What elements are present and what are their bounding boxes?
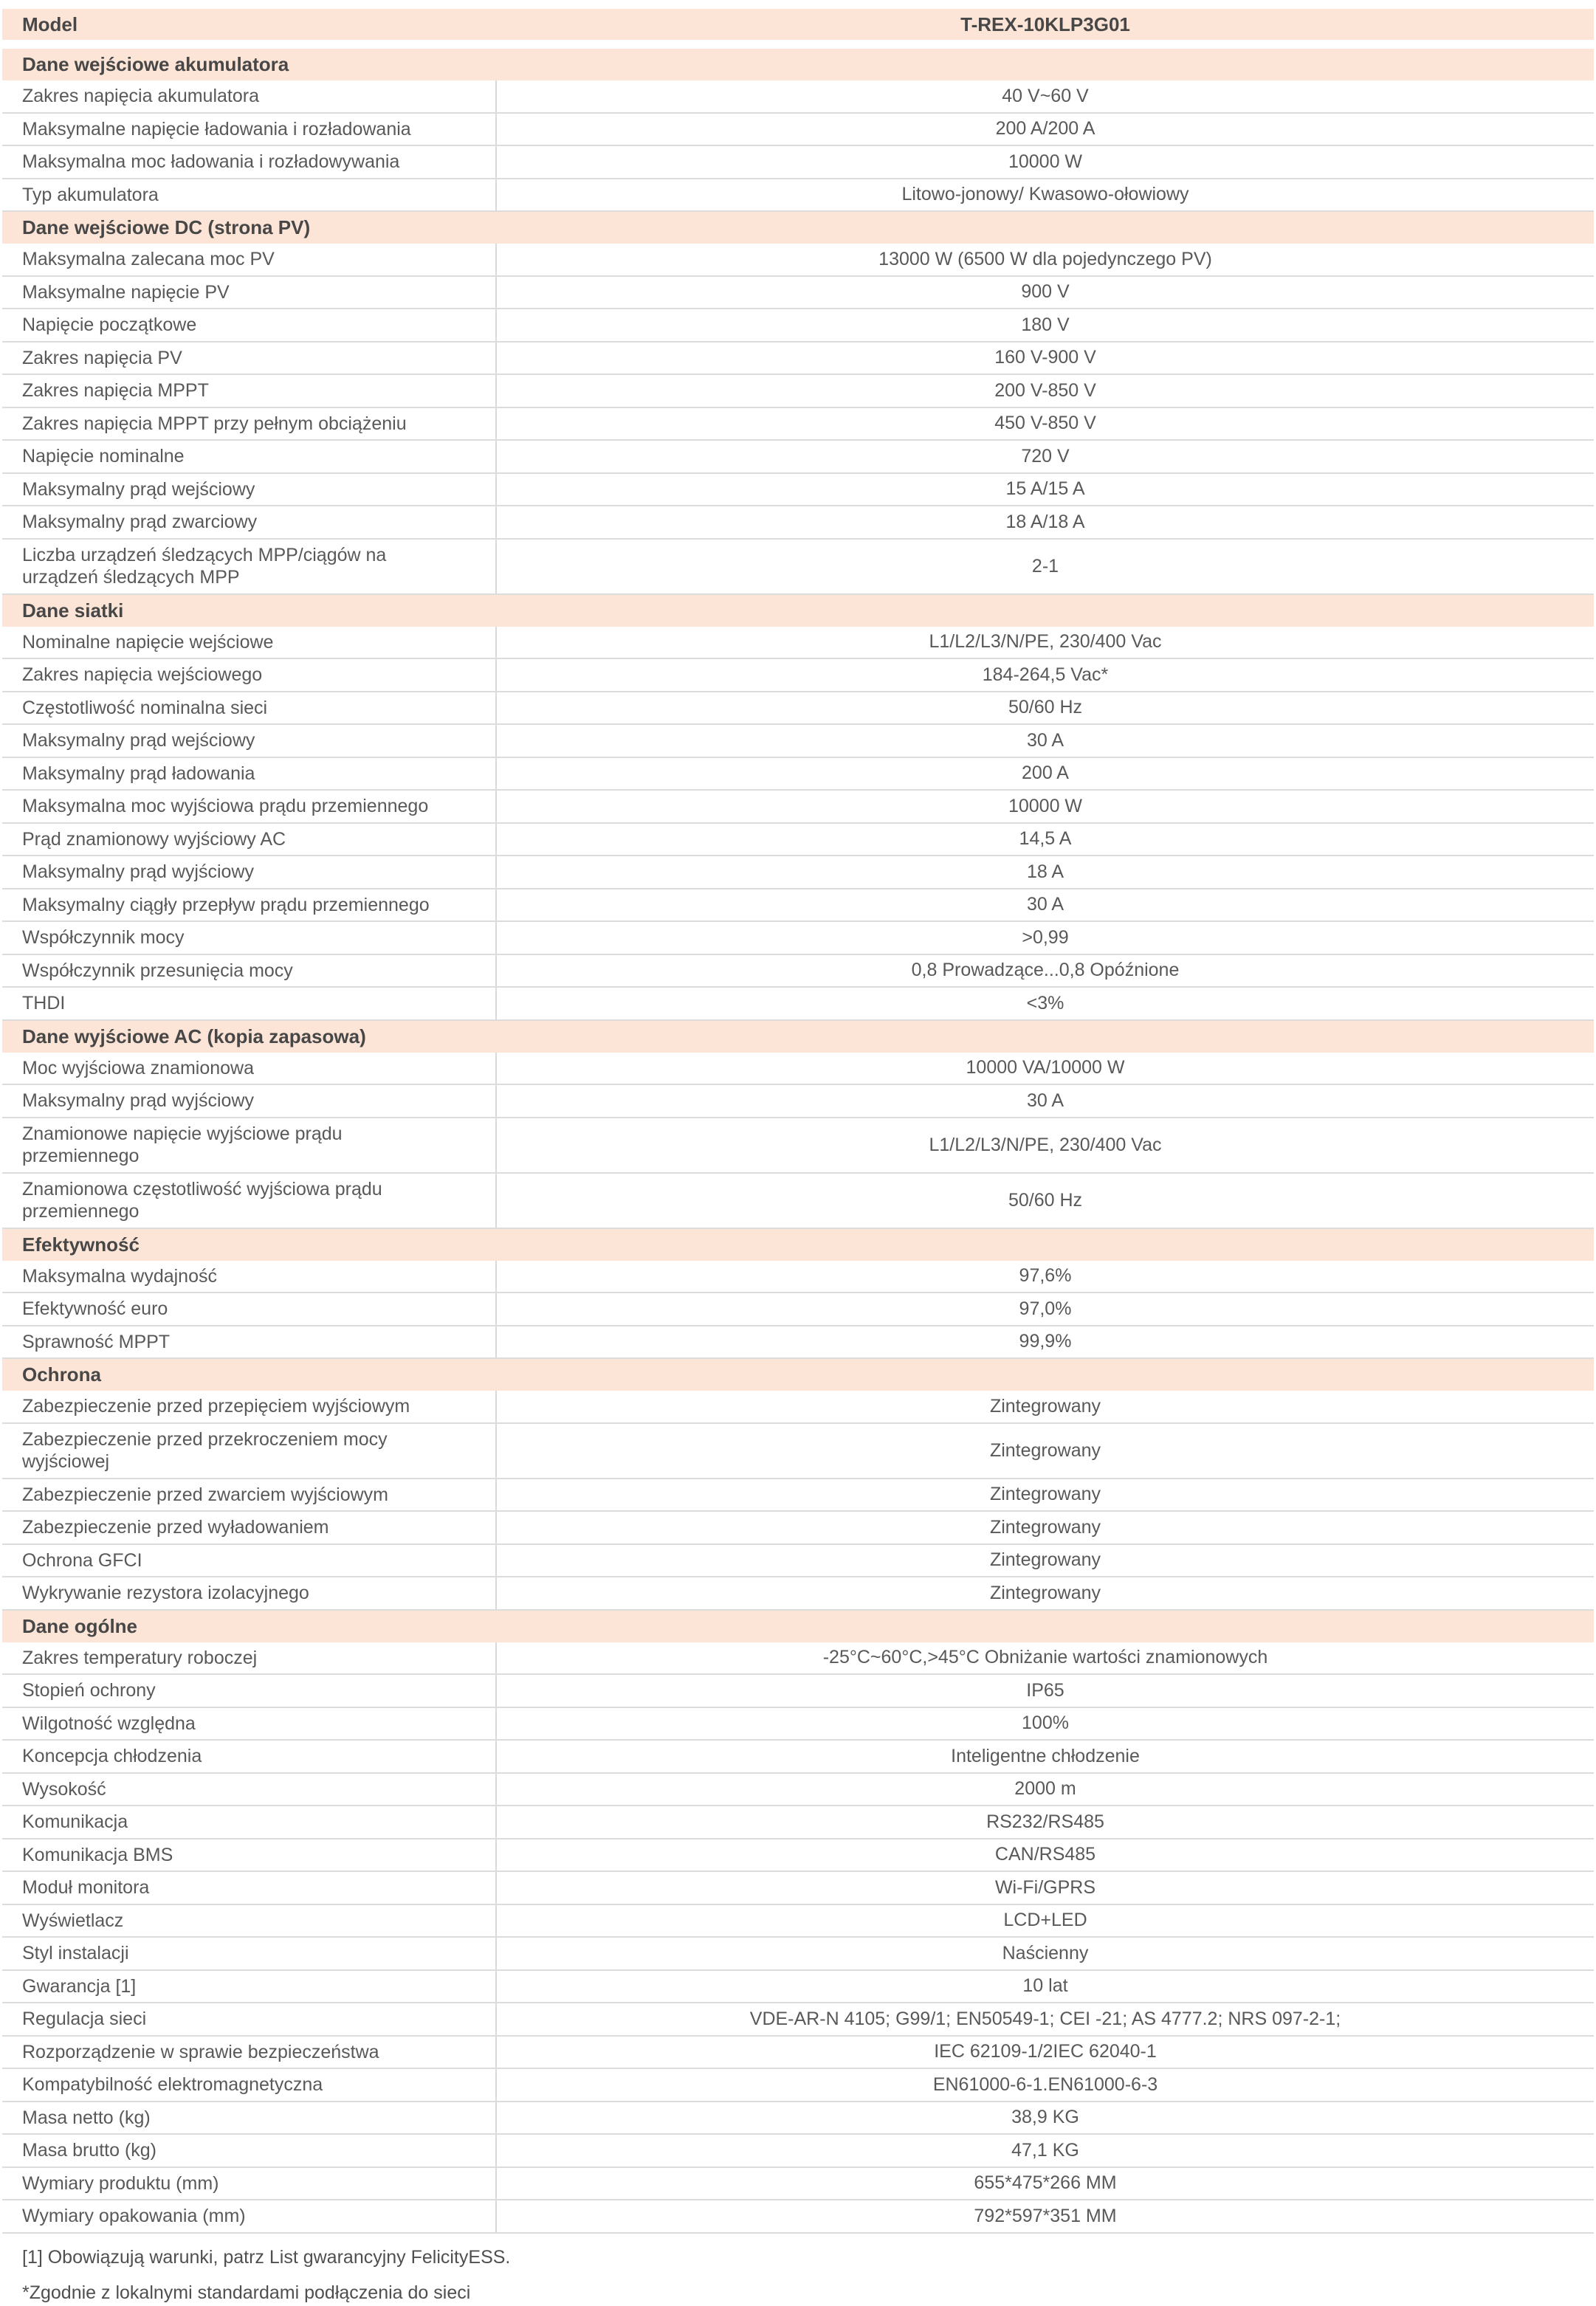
spec-row-label: Maksymalna moc wyjściowa prądu przemiennego <box>2 791 497 822</box>
spec-row-value: 792*597*351 MM <box>974 2205 1117 2226</box>
spec-row-value: Zintegrowany <box>989 1439 1101 1461</box>
spec-row-value: >0,99 <box>1022 926 1069 948</box>
spec-row-label: Ochrona GFCI <box>2 1545 497 1577</box>
spec-row-label: Maksymalna moc ładowania i rozładowywania <box>2 146 497 178</box>
spec-row-value: 10000 VA/10000 W <box>966 1057 1125 1078</box>
spec-row-label: Rozporządzenie w sprawie bezpieczeństwa <box>2 2037 497 2068</box>
spec-row <box>2 1479 1594 1512</box>
spec-row-value: 38,9 KG <box>1011 2107 1079 2128</box>
spec-row-value: Zintegrowany <box>989 1549 1101 1571</box>
spec-row <box>2 1577 1594 1611</box>
spec-row <box>2 824 1594 857</box>
spec-row-label: Znamionowe napięcie wyjściowe prądu przemiennego <box>2 1118 497 1172</box>
spec-table-body <box>2 49 1594 2234</box>
spec-row-value: VDE-AR-N 4105; G99/1; EN50549-1; CEI -21; AS 4777.2; NRS 097-2-1; <box>749 2008 1341 2029</box>
spec-row <box>2 1708 1594 1741</box>
spec-row-label: Zakres napięcia PV <box>2 343 497 374</box>
spec-row <box>2 2037 1594 2070</box>
spec-row <box>2 758 1594 791</box>
spec-row-label: Stopień ochrony <box>2 1675 497 1707</box>
spec-row-value: Zintegrowany <box>989 1516 1101 1538</box>
spec-row-label: Zabezpieczenie przed zwarciem wyjściowym <box>2 1479 497 1511</box>
spec-row <box>2 922 1594 955</box>
section-header: Ochrona <box>2 1359 1594 1391</box>
spec-row-value: 50/60 Hz <box>1008 697 1083 718</box>
spec-row <box>2 114 1594 147</box>
spec-row <box>2 1774 1594 1807</box>
spec-row <box>2 2069 1594 2102</box>
spec-row <box>2 659 1594 692</box>
model-row-label: Model <box>22 13 78 35</box>
spec-row <box>2 1424 1594 1479</box>
spec-row-label: Moduł monitora <box>2 1872 497 1904</box>
spec-row-value: 18 A <box>1026 861 1064 882</box>
spec-row <box>2 2135 1594 2168</box>
spec-row-value: CAN/RS485 <box>994 1844 1096 1865</box>
spec-row <box>2 1118 1594 1174</box>
spec-row-label: Zabezpieczenie przed przekroczeniem mocy wyjściowej <box>2 1424 497 1478</box>
spec-row <box>2 408 1594 441</box>
spec-row-value: 97,6% <box>1019 1265 1072 1287</box>
spec-row-label: Komunikacja BMS <box>2 1839 497 1871</box>
spec-row <box>2 309 1594 343</box>
spec-row <box>2 1642 1594 1676</box>
spec-table <box>2 9 1594 2234</box>
spec-row-value: IP65 <box>1026 1679 1064 1701</box>
spec-row-value: 13000 W (6500 W dla pojedynczego PV) <box>878 248 1212 269</box>
spec-row-label: Maksymalne napięcie PV <box>2 277 497 309</box>
spec-row-label: Gwarancja [1] <box>2 1971 497 2003</box>
spec-row <box>2 955 1594 988</box>
footnote-warranty: [1] Obowiązują warunki, patrz List gwarancyjny FelicityESS. <box>22 2246 511 2268</box>
spec-row-value: Zintegrowany <box>989 1582 1101 1603</box>
spec-row <box>2 1326 1594 1360</box>
spec-row-value: LCD+LED <box>1003 1910 1087 1931</box>
section-header: Dane wejściowe akumulatora <box>2 49 1594 80</box>
spec-row-value: L1/L2/L3/N/PE, 230/400 Vac <box>929 1134 1162 1155</box>
spec-row-label: Maksymalny prąd wejściowy <box>2 474 497 506</box>
spec-row-value: L1/L2/L3/N/PE, 230/400 Vac <box>929 631 1162 653</box>
spec-row <box>2 375 1594 408</box>
spec-row-label: Liczba urządzeń śledzących MPP/ciągów na urządzeń śledzących MPP <box>2 540 497 593</box>
spec-row-value: IEC 62109-1/2IEC 62040-1 <box>934 2041 1157 2062</box>
spec-row <box>2 146 1594 179</box>
spec-row-label: Maksymalny prąd ładowania <box>2 758 497 790</box>
spec-row <box>2 988 1594 1021</box>
spec-row <box>2 1391 1594 1424</box>
spec-row-value: 720 V <box>1021 445 1070 467</box>
spec-row-value: 18 A/18 A <box>1005 511 1085 532</box>
spec-row <box>2 1545 1594 1578</box>
spec-row-label: Maksymalny prąd wejściowy <box>2 725 497 757</box>
spec-row-value: 200 A/200 A <box>995 118 1095 140</box>
spec-row-value: 30 A <box>1026 729 1064 751</box>
spec-row <box>2 343 1594 376</box>
spec-row <box>2 2200 1594 2234</box>
spec-row <box>2 1971 1594 2004</box>
spec-row-label: Regulacja sieci <box>2 2003 497 2035</box>
spec-row-label: Znamionowa częstotliwość wyjściowa prądu przemiennego <box>2 1174 497 1228</box>
model-row <box>2 9 1594 40</box>
spec-row <box>2 1905 1594 1938</box>
spec-row-value: 14,5 A <box>1019 828 1072 850</box>
spec-row <box>2 441 1594 474</box>
spec-row-value: 30 A <box>1026 894 1064 915</box>
spec-row <box>2 791 1594 824</box>
spec-row-label: Zakres napięcia akumulatora <box>2 80 497 112</box>
spec-row <box>2 474 1594 507</box>
section-header: Efektywność <box>2 1229 1594 1261</box>
spec-row <box>2 889 1594 923</box>
spec-row-value: Litowo-jonowy/ Kwasowo-ołowiowy <box>901 184 1189 205</box>
spec-row-value: RS232/RS485 <box>986 1811 1104 1832</box>
spec-row <box>2 1085 1594 1118</box>
spec-row-value: 200 A <box>1022 763 1069 784</box>
spec-row-value: 160 V-900 V <box>994 347 1096 368</box>
footnotes <box>22 2244 1596 2306</box>
spec-row-label: Efektywność euro <box>2 1293 497 1325</box>
spec-row-label: Maksymalne napięcie ładowania i rozładowania <box>2 114 497 145</box>
spec-row <box>2 725 1594 758</box>
spec-row <box>2 244 1594 277</box>
spec-row <box>2 1741 1594 1774</box>
spec-row <box>2 1512 1594 1545</box>
spec-row-value: Zintegrowany <box>989 1395 1101 1417</box>
spec-row-value: -25°C~60°C,>45°C Obniżanie wartości znamionowych <box>822 1647 1268 1668</box>
spec-row <box>2 277 1594 310</box>
spec-row-label: Maksymalny prąd wyjściowy <box>2 856 497 888</box>
spec-row-value: Wi-Fi/GPRS <box>994 1876 1096 1898</box>
section-header: Dane siatki <box>2 595 1594 627</box>
spec-row-label: Maksymalna zalecana moc PV <box>2 244 497 275</box>
spec-row-value: 10000 W <box>1008 795 1083 816</box>
spec-row-label: Sprawność MPPT <box>2 1326 497 1358</box>
spec-row-label: Zakres napięcia MPPT <box>2 375 497 407</box>
spec-row-label: Zakres napięcia MPPT przy pełnym obciążeniu <box>2 408 497 440</box>
spec-row-value: 30 A <box>1026 1090 1064 1111</box>
spec-row-value: 40 V~60 V <box>1002 85 1089 106</box>
spec-row <box>2 80 1594 114</box>
footnote-grid-standards: *Zgodnie z lokalnymi standardami podłączenia do sieci <box>22 2282 471 2303</box>
spec-row <box>2 2168 1594 2201</box>
spec-row-value: 10000 W <box>1008 151 1083 172</box>
spec-row <box>2 1806 1594 1839</box>
spec-row-label: Wilgotność względna <box>2 1708 497 1740</box>
spec-row-label: Zabezpieczenie przed przepięciem wyjściowym <box>2 1391 497 1422</box>
spec-row-label: Zakres napięcia wejściowego <box>2 659 497 691</box>
spec-row-label: Maksymalny prąd wyjściowy <box>2 1085 497 1117</box>
spec-row-label: Wymiary produktu (mm) <box>2 2168 497 2200</box>
spec-row <box>2 856 1594 889</box>
spec-row-label: Wymiary opakowania (mm) <box>2 2200 497 2232</box>
spec-row-value: 15 A/15 A <box>1005 478 1085 500</box>
spec-row-label: THDI <box>2 988 497 1019</box>
model-row-value: T-REX-10KLP3G01 <box>960 13 1130 35</box>
spec-row-label: Maksymalny prąd zwarciowy <box>2 506 497 538</box>
spec-row <box>2 506 1594 540</box>
spec-row-label: Kompatybilność elektromagnetyczna <box>2 2069 497 2101</box>
spec-row-value: Zintegrowany <box>989 1484 1101 1505</box>
spec-row-value: 655*475*266 MM <box>974 2172 1117 2194</box>
spec-row <box>2 2102 1594 2135</box>
spec-row-label: Wysokość <box>2 1774 497 1806</box>
spec-row-label: Koncepcja chłodzenia <box>2 1741 497 1772</box>
spec-row <box>2 1872 1594 1905</box>
section-header: Dane wejściowe DC (strona PV) <box>2 212 1594 244</box>
spec-row <box>2 1261 1594 1294</box>
spec-row-value: Naścienny <box>1002 1942 1089 1963</box>
spec-row-value: 184-264,5 Vac* <box>982 664 1109 685</box>
spec-row-value: 100% <box>1022 1713 1069 1734</box>
spec-row-value: 0,8 Prowadzące...0,8 Opóźnione <box>911 960 1180 981</box>
spec-row-label: Moc wyjściowa znamionowa <box>2 1053 497 1084</box>
spec-row-value: 97,0% <box>1019 1298 1072 1319</box>
spec-row-value: EN61000-6-1.EN61000-6-3 <box>932 2073 1158 2095</box>
spec-row <box>2 1293 1594 1326</box>
section-header: Dane wyjściowe AC (kopia zapasowa) <box>2 1021 1594 1053</box>
spec-row <box>2 692 1594 726</box>
spec-row <box>2 1174 1594 1229</box>
spec-row-label: Zakres temperatury roboczej <box>2 1642 497 1674</box>
spec-row-value: Inteligentne chłodzenie <box>951 1745 1140 1766</box>
spec-row-value: 200 V-850 V <box>994 379 1096 401</box>
spec-row-label: Wyświetlacz <box>2 1905 497 1937</box>
spec-row-label: Prąd znamionowy wyjściowy AC <box>2 824 497 856</box>
spec-row <box>2 1053 1594 1086</box>
spec-row-label: Typ akumulatora <box>2 179 497 211</box>
spec-row <box>2 2003 1594 2037</box>
spec-row <box>2 1675 1594 1708</box>
spec-row-label: Częstotliwość nominalna sieci <box>2 692 497 724</box>
spec-row-value: 180 V <box>1021 314 1070 335</box>
spec-row-label: Współczynnik mocy <box>2 922 497 954</box>
spec-row <box>2 540 1594 595</box>
section-header: Dane ogólne <box>2 1611 1594 1642</box>
spec-row-label: Masa brutto (kg) <box>2 2135 497 2166</box>
spec-row-value: <3% <box>1026 992 1064 1013</box>
spec-row-value: 450 V-850 V <box>994 413 1096 434</box>
spec-row <box>2 179 1594 213</box>
spec-row <box>2 1938 1594 1971</box>
spec-row-label: Nominalne napięcie wejściowe <box>2 627 497 658</box>
spec-row <box>2 627 1594 660</box>
spec-row-label: Masa netto (kg) <box>2 2102 497 2134</box>
spec-row-label: Komunikacja <box>2 1806 497 1838</box>
spec-row-label: Maksymalna wydajność <box>2 1261 497 1293</box>
spec-row-label: Styl instalacji <box>2 1938 497 1969</box>
spec-row-value: 2-1 <box>1031 555 1059 576</box>
spec-row-value: 99,9% <box>1019 1331 1072 1352</box>
spec-row-label: Wykrywanie rezystora izolacyjnego <box>2 1577 497 1609</box>
spec-row-value: 2000 m <box>1014 1778 1076 1800</box>
spec-row-label: Zabezpieczenie przed wyładowaniem <box>2 1512 497 1543</box>
spec-row-value: 50/60 Hz <box>1008 1189 1083 1211</box>
spec-row <box>2 1839 1594 1873</box>
spec-row-label: Napięcie początkowe <box>2 309 497 341</box>
spec-row-value: 900 V <box>1021 281 1070 303</box>
spec-row-value: 10 lat <box>1022 1975 1068 1997</box>
spec-row-label: Napięcie nominalne <box>2 441 497 472</box>
spec-row-label: Współczynnik przesunięcia mocy <box>2 955 497 987</box>
spec-row-label: Maksymalny ciągły przepływ prądu przemiennego <box>2 889 497 921</box>
spec-row-value: 47,1 KG <box>1011 2139 1079 2161</box>
